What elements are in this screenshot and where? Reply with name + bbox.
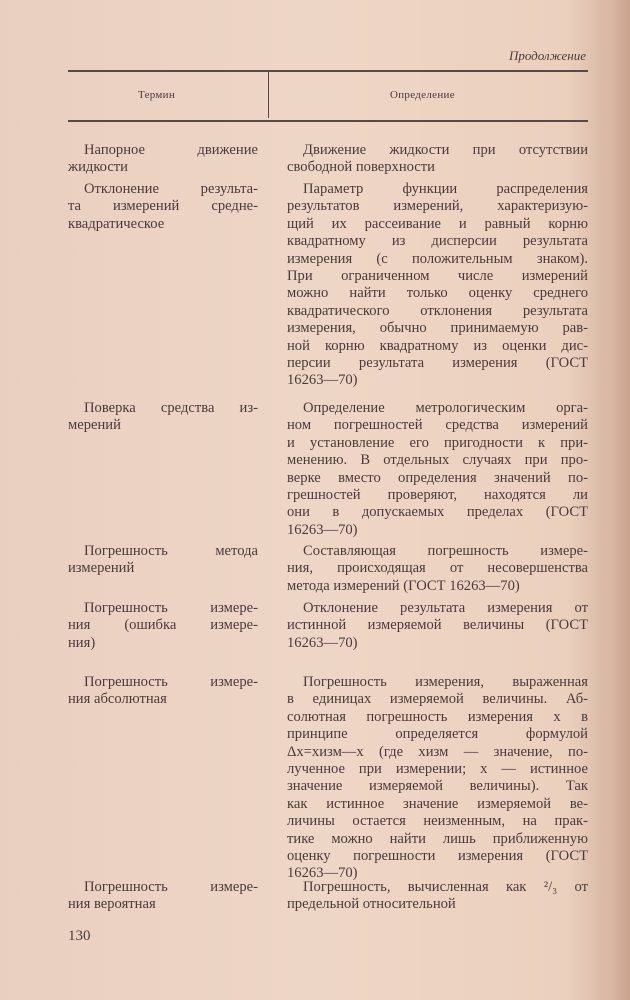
text-line: Погрешность, вычисленная как ²/₃ от: [303, 879, 588, 895]
text-line: Δx=xизм—x (где xизм — значение, по-: [287, 743, 588, 760]
text-line: метода измерений (ГОСТ 16263—70): [287, 577, 520, 594]
row-definition: [287, 400, 588, 539]
text-line: Определение метрологическим орга-: [303, 400, 588, 416]
table-header-rule: [68, 120, 588, 122]
text-line: как истинное значение измеряемой ве-: [287, 795, 588, 812]
text-line: измерений: [68, 560, 135, 577]
header-divider: [268, 72, 269, 118]
text-line: Составляющая погрешность измере-: [303, 543, 588, 559]
text-line: свободной поверхности: [287, 159, 435, 176]
text-line: мерений: [68, 417, 121, 434]
text-line: квадратному из дисперсии результата: [287, 233, 588, 250]
text-line: Отклонение результата измерения от: [303, 600, 588, 616]
header-definition: Определение: [390, 89, 455, 101]
text-line: солютная погрешность измерения x в: [287, 708, 588, 725]
text-line: Погрешность измере-: [84, 600, 258, 616]
text-line: 16263—70): [287, 865, 358, 882]
text-line: ния): [68, 634, 96, 651]
text-line: в единицах измеряемой величины. Аб-: [287, 691, 588, 708]
text-line: Отклонение результа-: [84, 181, 258, 197]
text-line: грешностей проверяют, находятся ли: [287, 487, 588, 504]
text-line: Параметр функции распределения: [303, 181, 588, 197]
text-line: результатов измерений, характеризую-: [287, 198, 588, 215]
row-term: [68, 674, 258, 709]
text-line: предельной относительной: [287, 896, 456, 913]
row-definition: [287, 181, 588, 390]
continuation-label: Продолжение: [508, 48, 586, 63]
text-line: ния вероятная: [68, 896, 156, 913]
text-line: квадратического отклонения результата: [287, 302, 588, 319]
text-line: щий их рассеивание и равный корню: [287, 215, 588, 232]
text-line: Напорное движение: [84, 142, 258, 158]
text-line: менению. В отдельных случаях при про-: [287, 452, 588, 469]
text-line: персии результата измерения (ГОСТ: [287, 355, 588, 372]
text-line: та измерений средне-: [68, 198, 258, 215]
text-line: значение измеряемой величины). Так: [287, 778, 588, 795]
text-line: 16263—70): [287, 372, 358, 389]
table-top-rule: [68, 70, 588, 72]
row-definition: [287, 879, 588, 914]
text-line: оценку погрешности измерения (ГОСТ: [287, 848, 588, 865]
text-line: верке вместо определения значений по-: [287, 469, 588, 486]
text-line: принципе определяется формулой: [287, 726, 588, 743]
text-line: 16263—70): [287, 634, 358, 651]
text-line: они в допускаемых пределах (ГОСТ: [287, 504, 588, 521]
row-term: [68, 142, 258, 177]
text-line: Погрешность измере-: [84, 674, 258, 690]
text-line: Погрешность метода: [84, 543, 258, 559]
text-line: При ограниченном числе измерений: [287, 268, 588, 285]
text-line: и установление его пригодности к при-: [287, 434, 588, 451]
text-line: личины остается неизменным, на прак-: [287, 813, 588, 830]
text-line: ния (ошибка измере-: [68, 617, 258, 634]
text-line: истинной измеряемой величины (ГОСТ: [287, 617, 588, 634]
row-term: [68, 600, 258, 652]
row-term: [68, 879, 258, 914]
text-line: ния абсолютная: [68, 691, 167, 708]
header-term: Термин: [138, 89, 176, 101]
text-line: Движение жидкости при отсутствии: [303, 142, 588, 158]
text-line: жидкости: [68, 159, 128, 176]
row-definition: [287, 674, 588, 883]
text-line: лученное при измерении; x — истинное: [287, 761, 588, 778]
text-line: квадратическое: [68, 215, 165, 232]
text-line: можно найти только оценку среднего: [287, 285, 588, 302]
row-term: [68, 543, 258, 578]
row-term: [68, 400, 258, 435]
row-definition: [287, 543, 588, 595]
text-line: измерения (с положительным знаком).: [287, 250, 588, 267]
row-definition: [287, 600, 588, 652]
text-line: тике можно найти лишь приближенную: [287, 830, 588, 847]
page-number: 130: [68, 928, 91, 944]
text-line: 16263—70): [287, 521, 358, 538]
text-line: ния, происходящая от несовершенства: [287, 560, 588, 577]
text-line: Погрешность измере-: [84, 879, 258, 895]
text-line: ном погрешностей средства измерений: [287, 417, 588, 434]
text-line: измерения, обычно принимаемую рав-: [287, 320, 588, 337]
text-line: Погрешность измерения, выраженная: [303, 674, 588, 690]
text-line: ной корню квадратному из оценки дис-: [287, 337, 588, 354]
text-line: Поверка средства из-: [84, 400, 258, 416]
row-definition: [287, 142, 588, 177]
row-term: [68, 181, 258, 233]
